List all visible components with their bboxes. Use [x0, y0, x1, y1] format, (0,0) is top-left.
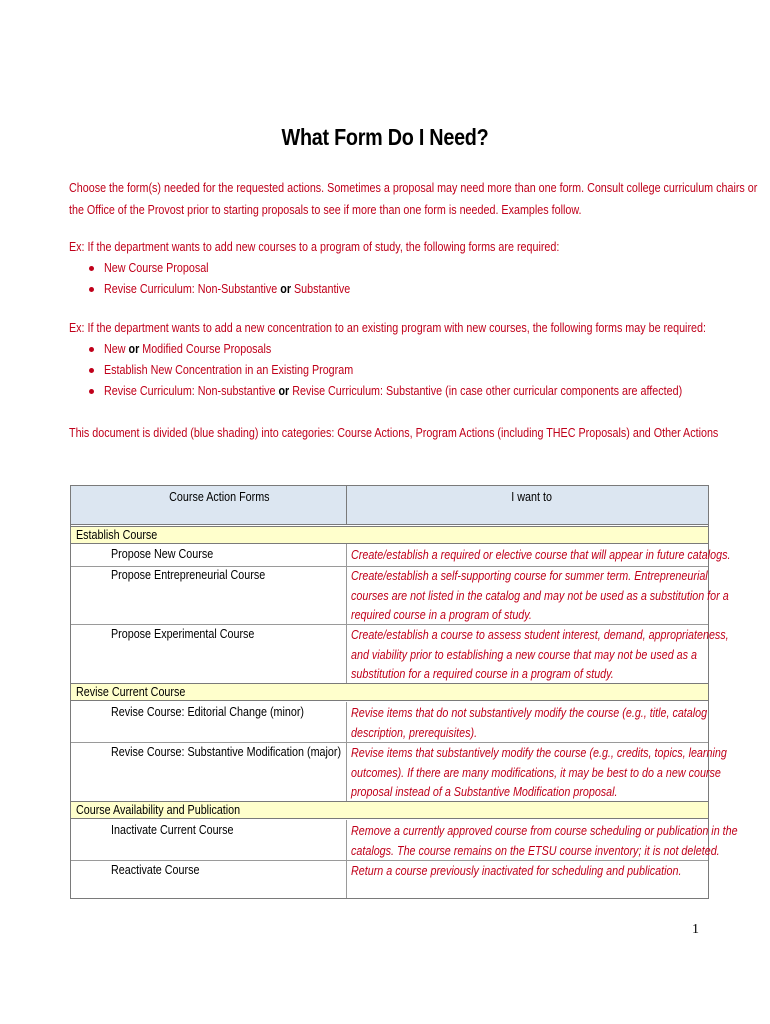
category-row — [71, 526, 708, 544]
description-line: substitution for a required course in a program of study. — [351, 667, 614, 681]
action-name: Propose New Course — [111, 547, 214, 561]
table-row — [71, 822, 738, 860]
text-segment: Revise Curriculum: Non-substantive — [104, 384, 279, 398]
description-line: proposal instead of a Substantive Modification proposal. — [351, 785, 618, 799]
text-segment: Modified Course Proposals — [139, 342, 272, 356]
table-header — [71, 486, 708, 525]
action-name: Revise Course: Substantive Modification (major) — [111, 745, 342, 759]
table-row — [71, 744, 727, 802]
column-header-i-want-to: I want to — [511, 490, 552, 504]
action-description — [351, 567, 761, 626]
intro-line: Choose the form(s) needed for the requested actions. Sometimes a proposal may need more than one form. Consult college curriculum chairs or — [69, 181, 758, 195]
description-line: required course in a program of study. — [351, 608, 532, 622]
bullet-icon — [89, 347, 94, 352]
action-name: Reactivate Course — [111, 863, 200, 877]
list-item-text — [104, 381, 682, 402]
action-name: Propose Experimental Course — [111, 627, 255, 641]
action-name: Revise Course: Editorial Change (minor) — [111, 705, 304, 719]
text-segment: New — [104, 342, 129, 356]
column-divider — [346, 820, 347, 898]
example-one — [69, 237, 639, 300]
column-header-course-action-forms: Course Action Forms — [169, 490, 270, 504]
example-one-lead: Ex: If the department wants to add new courses to a program of study, the following forms are required: — [69, 240, 560, 254]
list-item-text: New Course Proposal — [104, 261, 209, 275]
category-label: Establish Course — [76, 528, 158, 542]
description-line: Revise items that substantively modify the course (e.g., credits, topics, learning — [351, 746, 727, 760]
table-header-left-cell — [71, 486, 347, 524]
list-item-text: Establish New Concentration in an Existing Program — [104, 363, 354, 377]
example-two-list — [69, 339, 770, 402]
description-line: outcomes). If there are many modifications, it may be best to do a new course — [351, 765, 721, 780]
bullet-icon — [89, 389, 94, 394]
description-line: Remove a currently approved course from course scheduling or publication in the — [351, 824, 738, 838]
action-description — [351, 862, 761, 882]
category-label: Revise Current Course — [76, 685, 186, 699]
list-item-text — [104, 339, 271, 360]
text-segment: Revise Curriculum: Non-Substantive — [104, 282, 281, 296]
text-segment: Substantive — [291, 282, 351, 296]
bold-connector: or — [128, 342, 140, 356]
bullet-icon — [89, 368, 94, 373]
action-description — [351, 822, 761, 861]
description-line: Return a course previously inactivated for scheduling and publication. — [351, 864, 682, 878]
description-line: description, prerequisites). — [351, 725, 478, 740]
example-one-list — [69, 258, 639, 300]
action-description — [351, 626, 761, 685]
description-line: catalogs. The course remains on the ETSU course inventory; it is not deleted. — [351, 843, 720, 858]
text-segment: Revise Curriculum: Substantive (in case other curricular components are affected) — [289, 384, 683, 398]
column-divider — [346, 544, 347, 684]
list-item — [69, 279, 639, 300]
division-note-text: This document is divided (blue shading) into categories: Course Actions, Program Actions (including THEC Proposals) and Other Actions — [69, 426, 719, 440]
description-line: Create/establish a self-supporting course for summer term. Entrepreneurial — [351, 569, 708, 583]
table-row — [71, 862, 708, 898]
bold-connector: or — [280, 282, 292, 296]
action-description — [351, 704, 761, 743]
category-row — [71, 801, 708, 819]
row-divider — [71, 624, 708, 625]
intro-paragraph — [69, 177, 769, 221]
description-line: courses are not listed in the catalog and may not be used as a substitution for a — [351, 588, 729, 603]
list-item — [69, 258, 639, 279]
example-two — [69, 318, 770, 402]
column-divider — [346, 702, 347, 801]
description-line: Revise items that do not substantively modify the course (e.g., title, catalog — [351, 706, 708, 720]
list-item — [69, 339, 770, 360]
page-title: What Form Do I Need? — [281, 124, 489, 150]
table-row — [71, 546, 731, 566]
row-divider — [71, 860, 708, 861]
list-item-text — [104, 279, 350, 300]
action-name: Inactivate Current Course — [111, 823, 234, 837]
bold-connector: or — [278, 384, 290, 398]
description-line: Create/establish a required or elective course that will appear in future catalogs. — [351, 548, 731, 562]
row-divider — [71, 742, 708, 743]
action-name: Propose Entrepreneurial Course — [111, 568, 266, 582]
division-note — [69, 423, 770, 444]
table-row — [71, 567, 729, 625]
course-action-table — [70, 485, 738, 899]
action-description — [351, 744, 761, 803]
description-line: Create/establish a course to assess student interest, demand, appropriateness, — [351, 628, 729, 642]
list-item — [69, 360, 770, 381]
list-item — [69, 381, 770, 402]
bullet-icon — [89, 266, 94, 271]
category-label: Course Availability and Publication — [76, 803, 241, 817]
category-row — [71, 683, 708, 701]
description-line: and viability prior to establishing a new course that may not be used as a — [351, 647, 698, 662]
page-number: 1 — [692, 922, 699, 937]
bullet-icon — [89, 287, 94, 292]
table-row — [71, 626, 729, 684]
intro-line: the Office of the Provost prior to starting proposals to see if more than one form is needed. Examples follow. — [69, 203, 582, 217]
example-two-lead: Ex: If the department wants to add a new concentration to an existing program with new courses, the following forms may be required: — [69, 321, 706, 335]
table-row — [71, 704, 708, 742]
action-description — [351, 546, 761, 566]
